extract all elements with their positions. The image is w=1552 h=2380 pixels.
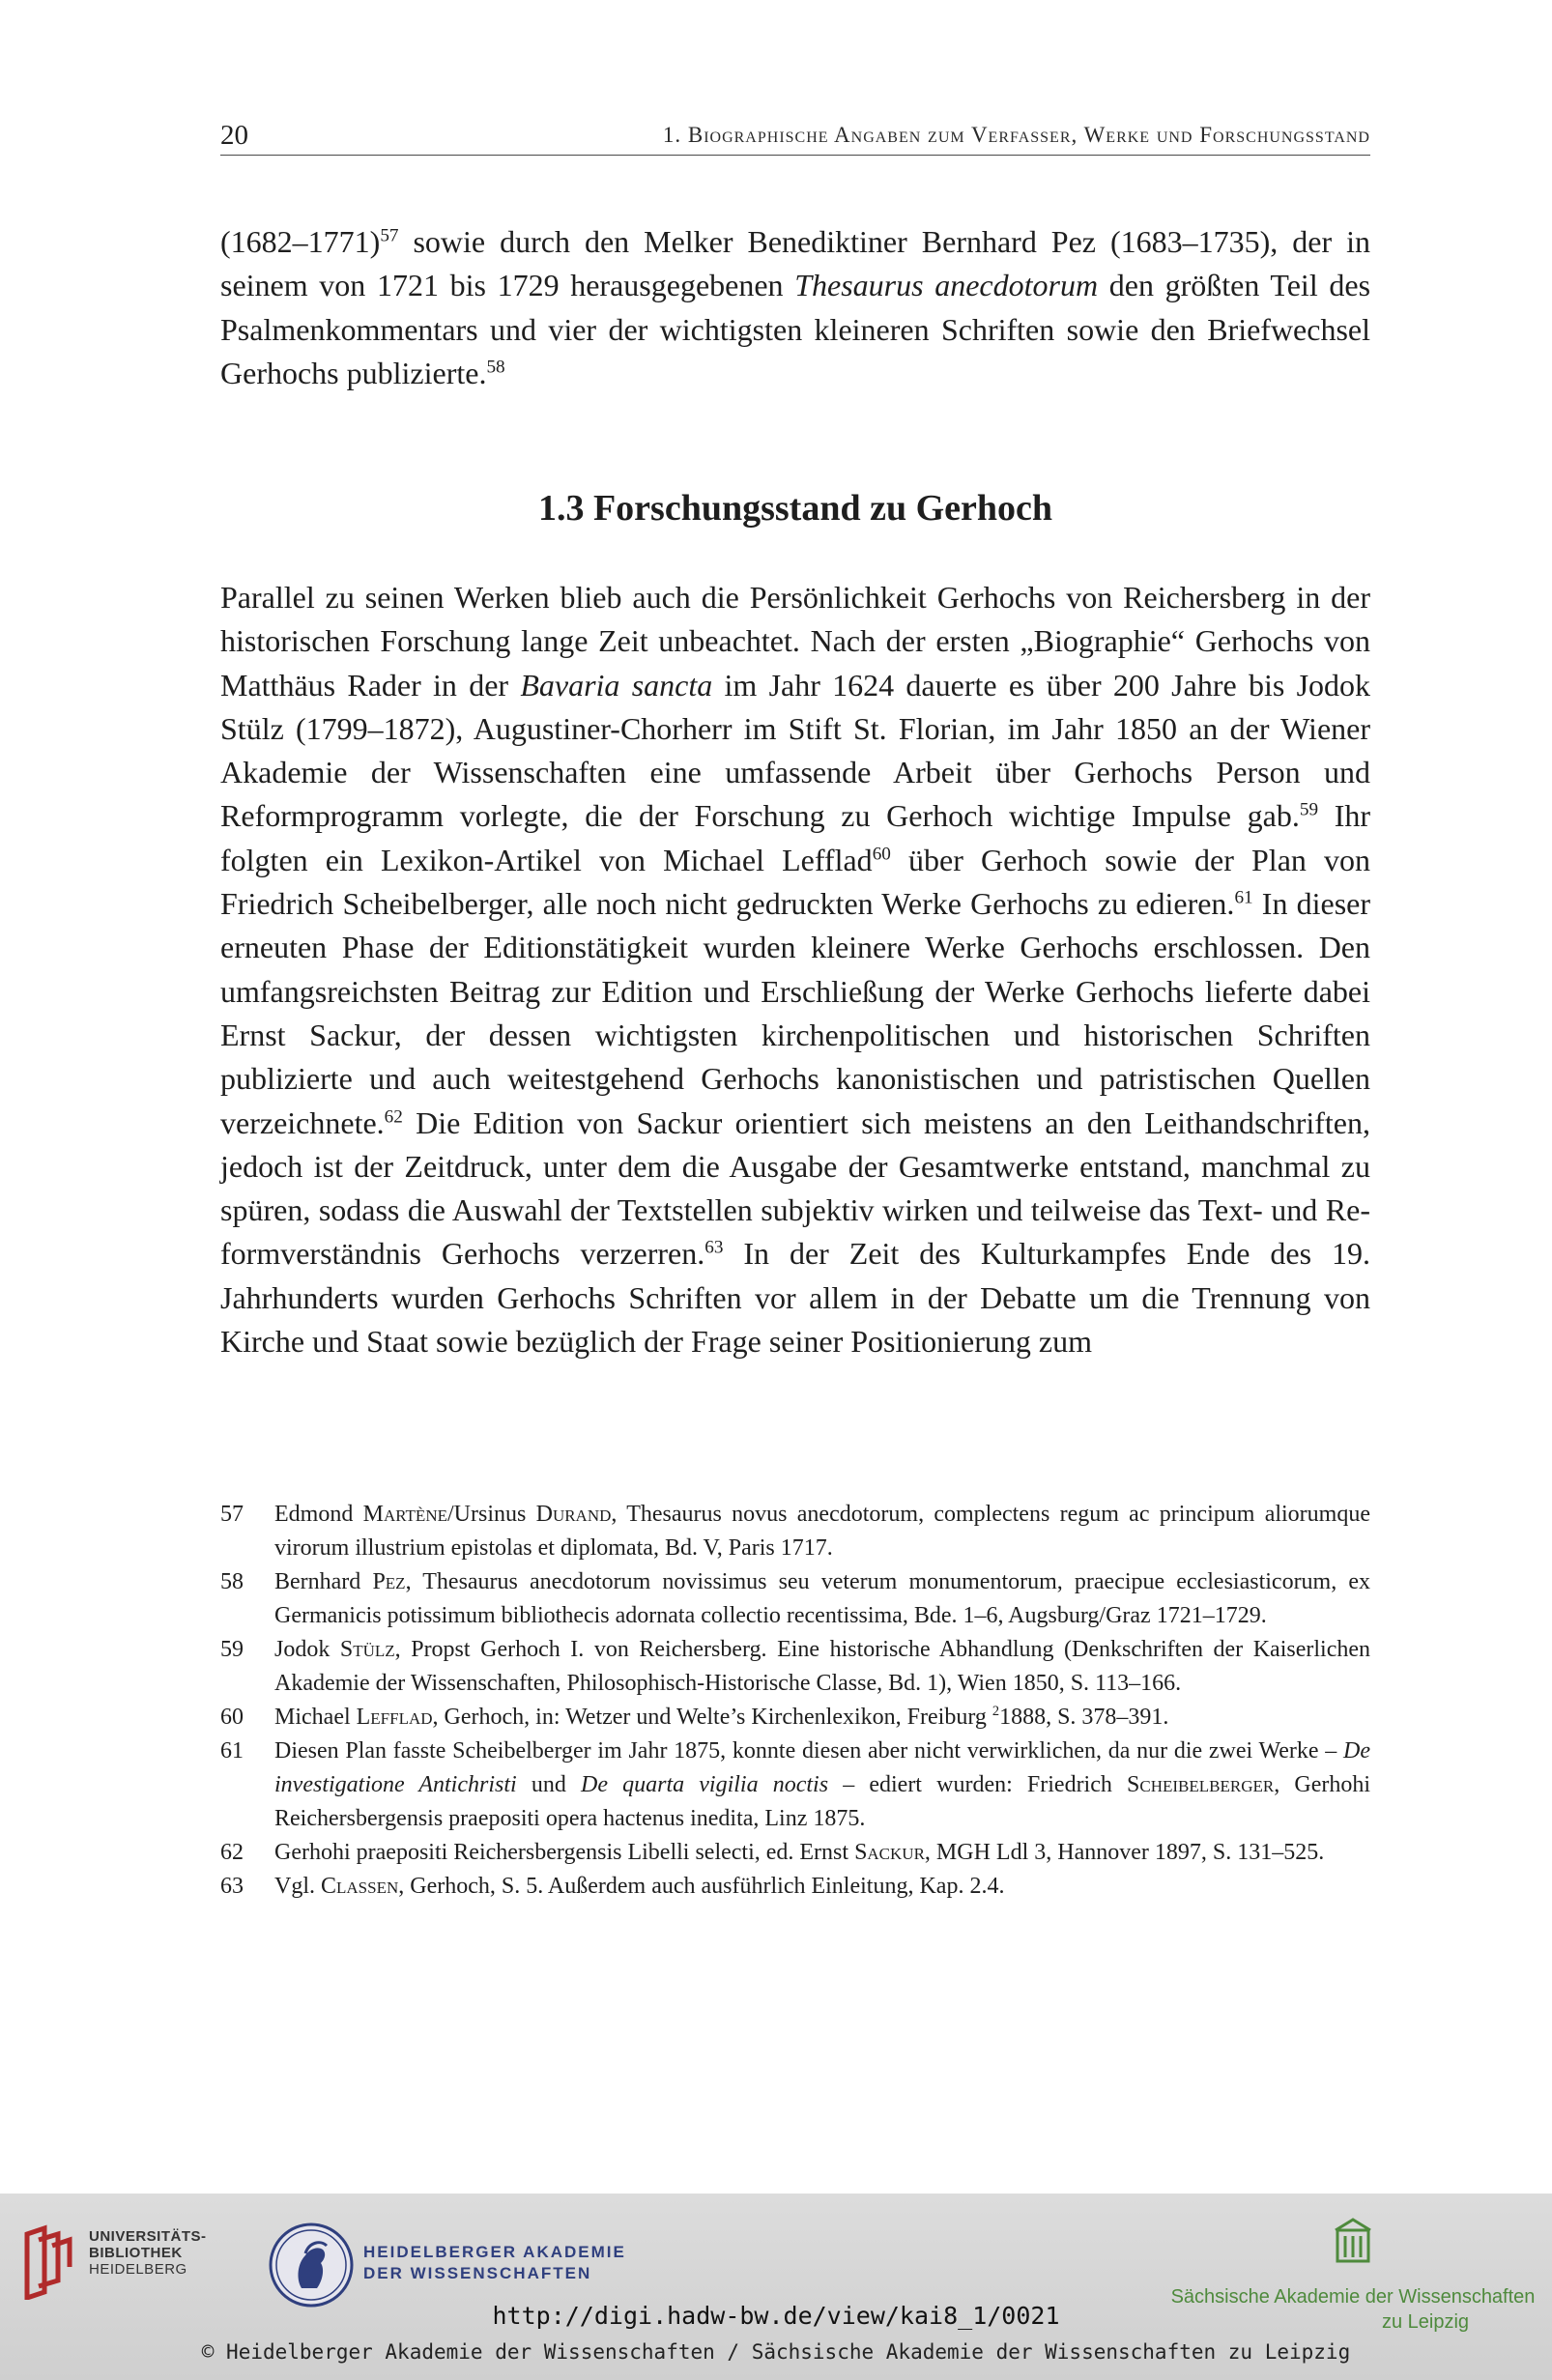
hadw-name-line-2: DER WISSENSCHAFTEN	[363, 2264, 592, 2282]
footnote-ref-60[interactable]: 60	[872, 844, 891, 865]
footnote-text-segment: Martène	[362, 1502, 447, 1527]
ub-name-line-1: UNIVERSITÄTS-	[89, 2228, 207, 2245]
footnote-text-segment: , Propst Gerhoch I. von Reichersberg. Eine historische Abhandlung (Denkschriften der Kaiserlichen Akademie der Wissenschaften, Philosophisch-Historische Classe, Bd. 1), Wien 1850, S. 113–166.	[274, 1637, 1370, 1696]
footnote-text-segment: , Thesaurus novus anecdotorum, complectens regum ac principum aliorumque virorum illustrium epistolas et diplomata, Bd. V, Paris 1717.	[274, 1502, 1370, 1561]
footnote-number: 59	[220, 1637, 244, 1662]
footnote-text-segment: Lefflad	[356, 1705, 433, 1730]
saw-name-line-2: zu Leipzig	[1381, 2311, 1470, 2333]
footnote-ref-62[interactable]: 62	[384, 1105, 403, 1127]
hadw-name-line-1: HEIDELBERGER AKADEMIE	[363, 2243, 626, 2261]
footnote-text-segment: De quarta vigilia noctis	[580, 1772, 829, 1797]
page-number: 20	[220, 120, 248, 151]
footnote-text-segment: Durand	[535, 1502, 612, 1527]
footnote-63	[220, 1870, 1370, 1904]
saw-name-line-1: Sächsische Akademie der Wissenschaften	[1170, 2286, 1536, 2308]
footnote-number: 61	[220, 1738, 244, 1763]
footnote-text-segment: Jodok	[274, 1637, 340, 1662]
footnote-text-segment: De investigatione Antichristi	[274, 1738, 1370, 1797]
footnote-59	[220, 1633, 1370, 1701]
paragraph-intro: (1682–1771)$^{57}$ sowie durch den Melker Benediktiner Bernhard Pez (1683–1735), der in seinem von 1721 bis 1729 herausgegebenen Thesaurus anecdotorum den größten Teil des Psalmenkommentars und vier der wichtigsten kleineren Schriften sowie den Briefwechsel Gerhochs publizierte.$^{58}$	[220, 224, 1371, 390]
footnote-60	[220, 1701, 1370, 1735]
footnote-62	[220, 1836, 1370, 1870]
footnote-text-segment: – ediert wurden: Friedrich	[828, 1772, 1128, 1797]
section-heading: 1.3 Forschungsstand zu Gerhoch	[537, 488, 1053, 529]
footnote-text-segment: , Gerhoch, S. 5. Außerdem auch ausführlich Einleitung, Kap. 2.4.	[398, 1874, 1005, 1899]
footnote-text-segment: Vgl.	[274, 1874, 321, 1899]
copyright-notice: © Heidelberger Akademie der Wissenschaften / Sächsische Akademie der Wissenschaften zu Leipzig	[201, 2340, 1351, 2364]
footnote-61	[220, 1735, 1370, 1836]
saw-building-icon	[1334, 2217, 1372, 2265]
ub-name-line-2: BIBLIOTHEK	[89, 2245, 183, 2261]
footnote-ref-58[interactable]: 58	[486, 357, 505, 378]
athena-medallion-icon	[267, 2221, 356, 2309]
ub-name-line-3: HEIDELBERG	[89, 2261, 187, 2278]
footnote-number: 63	[220, 1874, 244, 1899]
running-header	[220, 116, 1370, 156]
footnote-text-segment: Michael	[274, 1705, 357, 1730]
ub-bracket-icon	[19, 2222, 77, 2300]
footnote-text-segment: 2	[992, 1704, 1000, 1719]
footnote-text-segment: Classen	[321, 1874, 399, 1899]
footnote-text-segment: Edmond	[274, 1502, 363, 1527]
footnote-text-segment: /Ursinus	[446, 1502, 536, 1527]
footnote-text-segment: Bernhard	[274, 1569, 373, 1594]
footnote-number: 57	[220, 1502, 244, 1527]
permalink-url[interactable]: http://digi.hadw-bw.de/view/kai8_1/0021	[492, 2302, 1060, 2330]
footnote-number: 60	[220, 1705, 244, 1730]
footnote-text-segment: , MGH Ldl 3, Hannover 1897, S. 131–525.	[924, 1840, 1325, 1865]
footnote-text-segment: Scheibelberger	[1127, 1772, 1275, 1797]
running-title: 1. Biographische Angaben zum Verfasser, Werke und Forschungsstand	[662, 123, 1370, 147]
footnote-text-segment: Gerhohi praepositi Reichersbergensis Libelli selecti, ed. Ernst	[274, 1840, 855, 1865]
digitization-banner	[0, 2194, 1552, 2380]
footnote-ref-63[interactable]: 63	[704, 1237, 724, 1258]
footnote-text-segment: , Gerhoch, in: Wetzer und Welte’s Kirchenlexikon, Freiburg	[432, 1705, 992, 1730]
footnote-number: 58	[220, 1569, 244, 1594]
footnote-ref-57[interactable]: 57	[380, 225, 399, 246]
footnote-text-segment: und	[516, 1772, 581, 1797]
footnote-text-segment: , Thesaurus anecdotorum novissimus seu veterum monumentorum, praecipue ecclesiasticorum, ex Germanicis potissimum bibliothecis adornata collectio recentissima, Bde. 1–6, Augsburg/Graz 1721–1729.	[274, 1569, 1371, 1628]
footnote-text-segment: 1888, S. 378–391.	[999, 1705, 1169, 1730]
footnote-text-segment: Pez	[372, 1569, 406, 1594]
footnote-ref-61[interactable]: 61	[1234, 887, 1253, 908]
footnote-58	[220, 1565, 1370, 1633]
paragraph-research-state: Parallel zu seinen Werken blieb auch die Persönlichkeit Gerhochs von Reichersberg in der historischen Forschung lange Zeit unbeachtet. Nach der ersten „Biographie“ Gerhochs von Matthäus Rader in der Bavaria sancta im Jahr 1624 dauerte es über 200 Jahre bis Jodok Stülz (1799–1872), Augustiner-Chorherr im Stift St. Florian, im Jahr 1850 an der Wiener Akademie der Wissenschaften eine umfassende Arbeit über Gerhochs Person und Reformprogramm vorlegte, die der Forschung zu Gerhoch wichtige Impulse gab.$^{59}$ Ihr folgten ein Lexikon-Artikel von Michael Lefflad$^{60}$ über Gerhoch sowie der Plan von Friedrich Scheibelberger, alle noch nicht gedruckten Werke Gerhochs zu edieren.$^{61}$ In dieser erneuten Phase der Editionstätigkeit wurden kleinere Werke Gerhochs erschlossen. Den umfangsreichsten Beitrag zur Edition und Erschließung der Werke Gerhochs lieferte dabei Ernst Sackur, der dessen wichtigsten kirchenpolitischen und historischen Schriften publizierte und auch weitestgehend Gerhochs kanonistischen und patristischen Quellen verzeichnete.$^{62}$ Die Edition von Sackur orientiert sich meistens an den Leithandschriften, jedoch ist der Zeitdruck, unter dem die Ausgabe der Gesamtwerke entstand, manchmal zu spüren, sodass die Auswahl der Textstellen subjektiv wirken und teilweise das Text- und Reformverständnis Gerhochs verzerren.$^{63}$ In der Zeit des Kulturkampfes Ende des 19. Jahrhunderts wurden Gerhochs Schriften vor allem in der Debatte um die Trennung von Kirche und Staat sowie bezüglich der Frage seiner Positionierung zum	[220, 580, 1371, 1360]
ub-heidelberg-logo[interactable]	[19, 2222, 213, 2309]
footnote-number: 62	[220, 1840, 244, 1865]
footnote-57	[220, 1498, 1370, 1565]
footnote-text-segment: Diesen Plan fasste Scheibelberger im Jahr 1875, konnte diesen aber nicht verwirklichen, da nur die zwei Werke –	[274, 1738, 1344, 1763]
footnote-text-segment: , Gerhohi Reichersbergensis praepositi opera hactenus inedita, Linz 1875.	[274, 1772, 1371, 1831]
footnote-ref-59[interactable]: 59	[1299, 799, 1319, 820]
footnotes-section	[220, 1498, 1370, 1904]
footnote-text-segment: Stülz	[339, 1637, 395, 1662]
footnote-text-segment: Sackur	[854, 1840, 925, 1865]
